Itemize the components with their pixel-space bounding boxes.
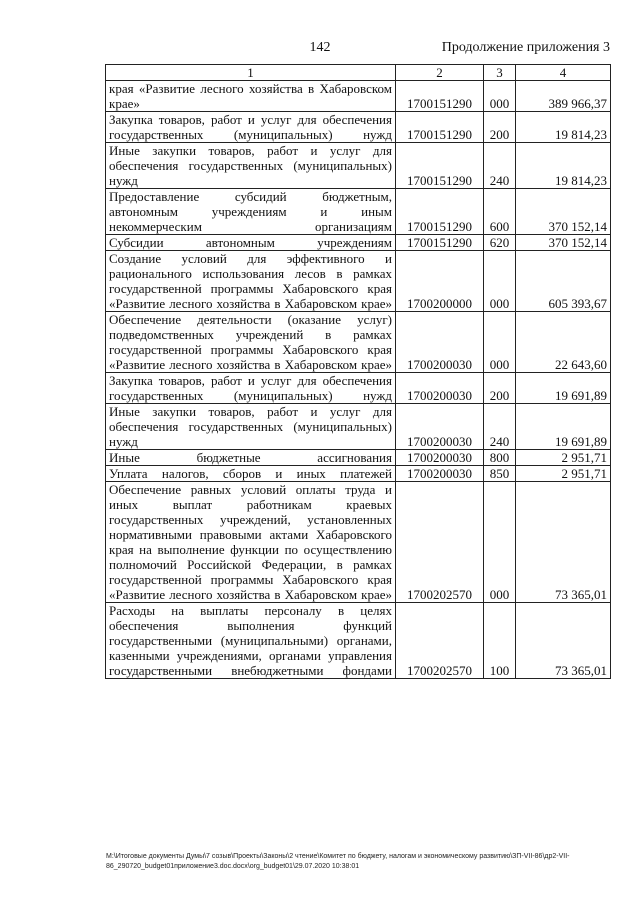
column-header-name: 1: [106, 65, 396, 81]
row-expense-type-cell: 600: [484, 189, 516, 235]
row-amount-cell: 370 152,14: [516, 235, 611, 251]
row-target-code-cell: 1700200030: [396, 466, 484, 482]
row-target-code-cell: 1700151290: [396, 112, 484, 143]
table-row: [106, 235, 611, 251]
row-expense-type-cell: 850: [484, 466, 516, 482]
row-target-code-cell: 1700151290: [396, 189, 484, 235]
table-row: [106, 251, 611, 312]
row-amount-cell: 73 365,01: [516, 603, 611, 679]
row-amount-cell: 19 814,23: [516, 112, 611, 143]
table-header-row: [106, 65, 611, 81]
row-expense-type-cell: 000: [484, 312, 516, 373]
row-name-cell: Закупка товаров, работ и услуг для обеспечения государственных (муниципальных) нужд: [106, 373, 396, 404]
row-amount-cell: 22 643,60: [516, 312, 611, 373]
column-header-vr: 3: [484, 65, 516, 81]
row-expense-type-cell: 000: [484, 482, 516, 603]
row-target-code-cell: 1700200000: [396, 251, 484, 312]
row-name-cell: Иные бюджетные ассигнования: [106, 450, 396, 466]
row-amount-cell: 2 951,71: [516, 450, 611, 466]
table-row: [106, 482, 611, 603]
row-name-cell: Расходы на выплаты персоналу в целях обеспечения выполнения функций государственными (муниципальными) органами, казенными учреждениями, органами управления государственными внебюджетными фондами: [106, 603, 396, 679]
row-amount-cell: 73 365,01: [516, 482, 611, 603]
row-expense-type-cell: 100: [484, 603, 516, 679]
row-target-code-cell: 1700151290: [396, 143, 484, 189]
row-expense-type-cell: 620: [484, 235, 516, 251]
continuation-label: Продолжение приложения 3: [441, 40, 610, 55]
column-header-sum: 4: [516, 65, 611, 81]
row-expense-type-cell: 240: [484, 143, 516, 189]
row-amount-cell: 19 814,23: [516, 143, 611, 189]
row-amount-cell: 389 966,37: [516, 81, 611, 112]
budget-table: [105, 64, 611, 679]
row-expense-type-cell: 200: [484, 112, 516, 143]
table-row: [106, 603, 611, 679]
table-row: [106, 466, 611, 482]
row-amount-cell: 370 152,14: [516, 189, 611, 235]
row-expense-type-cell: 240: [484, 404, 516, 450]
row-name-cell: Предоставление субсидий бюджетным, автономным учреждениям и иным некоммерческим организациям: [106, 189, 396, 235]
table-row: [106, 143, 611, 189]
row-name-cell: Иные закупки товаров, работ и услуг для обеспечения государственных (муниципальных) нужд: [106, 404, 396, 450]
row-expense-type-cell: 200: [484, 373, 516, 404]
row-name-cell: края «Развитие лесного хозяйства в Хабаровском крае»: [106, 81, 396, 112]
row-amount-cell: 2 951,71: [516, 466, 611, 482]
row-target-code-cell: 1700202570: [396, 603, 484, 679]
row-name-cell: Субсидии автономным учреждениям: [106, 235, 396, 251]
table-row: [106, 312, 611, 373]
row-target-code-cell: 1700200030: [396, 373, 484, 404]
row-target-code-cell: 1700200030: [396, 312, 484, 373]
row-name-cell: Закупка товаров, работ и услуг для обеспечения государственных (муниципальных) нужд: [106, 112, 396, 143]
row-expense-type-cell: 000: [484, 251, 516, 312]
table-row: [106, 373, 611, 404]
row-expense-type-cell: 800: [484, 450, 516, 466]
page-number: 142: [309, 40, 331, 55]
table-row: [106, 450, 611, 466]
file-path-footer: M:\Итоговые документы Думы\7 созыв\Проекты\Законы\2 чтение\Комитет по бюджету, налогам и экономическому развитию\ЗП-VII-86\др2-VII-86_290720_budget01приложение3.doc.docx\org_budget01\29.07.2020 10:38:01: [106, 853, 570, 870]
table-row: [106, 404, 611, 450]
row-name-cell: Обеспечение равных условий оплаты труда и иных выплат работникам краевых государственных учреждений, установленных нормативными правовыми актами Хабаровского края на выполнение функции по осуществлению полномочий Российской Федерации, в рамках государственной программы Хабаровского края «Развитие лесного хозяйства в Хабаровском крае»: [106, 482, 396, 603]
row-target-code-cell: 1700200030: [396, 404, 484, 450]
row-name-cell: Иные закупки товаров, работ и услуг для обеспечения государственных (муниципальных) нужд: [106, 143, 396, 189]
row-expense-type-cell: 000: [484, 81, 516, 112]
row-amount-cell: 19 691,89: [516, 404, 611, 450]
row-amount-cell: 19 691,89: [516, 373, 611, 404]
row-amount-cell: 605 393,67: [516, 251, 611, 312]
row-name-cell: Уплата налогов, сборов и иных платежей: [106, 466, 396, 482]
row-name-cell: Создание условий для эффективного и рационального использования лесов в рамках государственной программы Хабаровского края «Развитие лесного хозяйства в Хабаровском крае»: [106, 251, 396, 312]
column-header-code: 2: [396, 65, 484, 81]
row-target-code-cell: 1700202570: [396, 482, 484, 603]
row-name-cell: Обеспечение деятельности (оказание услуг) подведомственных учреждений в рамках государственной программы Хабаровского края «Развитие лесного хозяйства в Хабаровском крае»: [106, 312, 396, 373]
row-target-code-cell: 1700151290: [396, 81, 484, 112]
table-row: [106, 189, 611, 235]
table-row: [106, 112, 611, 143]
row-target-code-cell: 1700151290: [396, 235, 484, 251]
row-target-code-cell: 1700200030: [396, 450, 484, 466]
table-row: [106, 81, 611, 112]
